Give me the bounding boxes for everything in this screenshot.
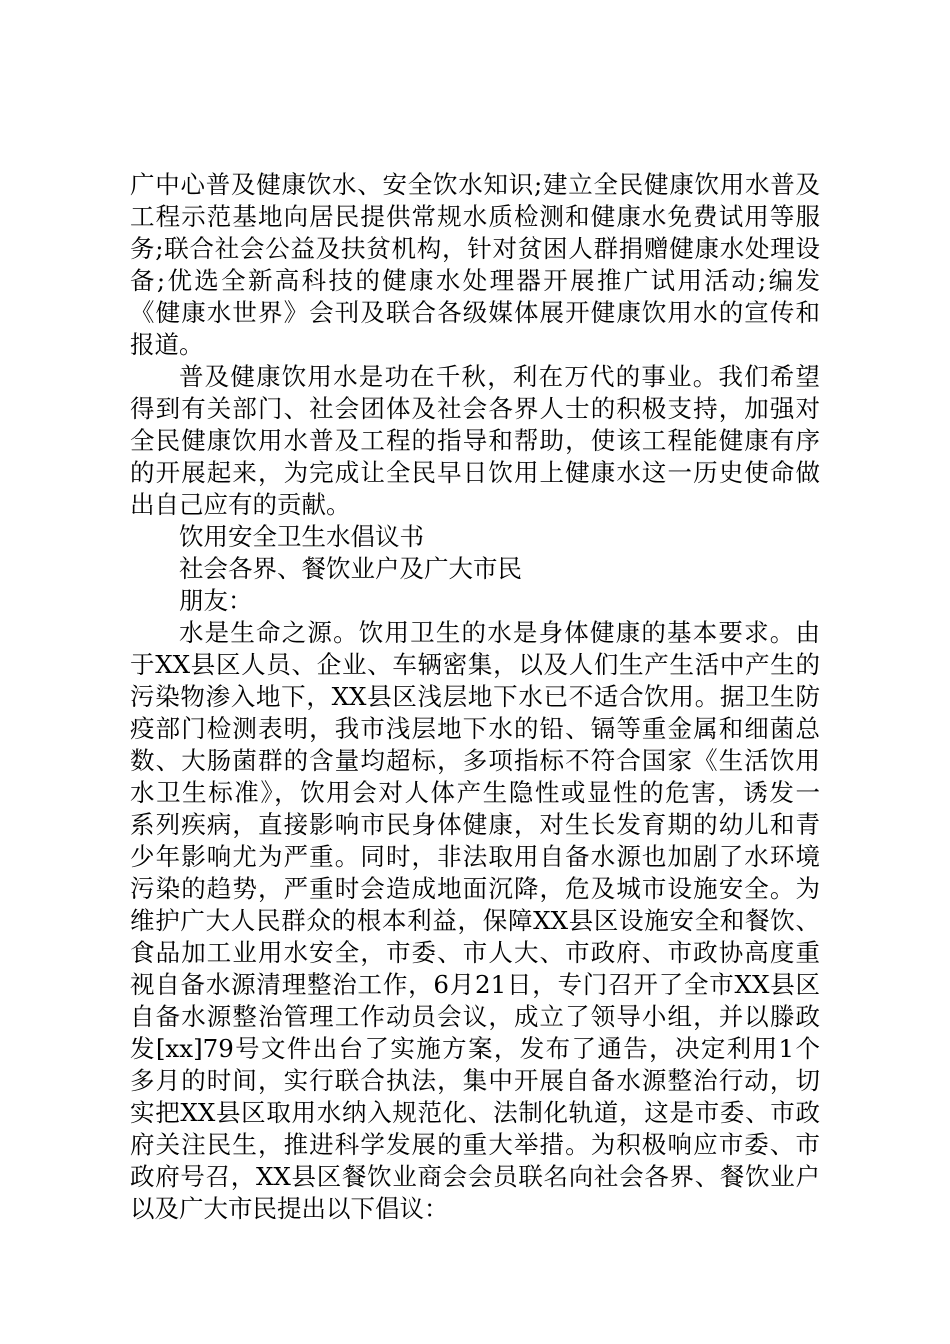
text-line: 水是生命之源。饮用卫生的水是身体健康的基本要求。由 (179, 618, 820, 647)
paragraph-p6 (130, 617, 820, 1225)
text-line: 多月的时间，实行联合执法，集中开展自备水源整治行动，切 (130, 1066, 820, 1095)
text-line: 污染的趋势，严重时会造成地面沉降，危及城市设施安全。为 (130, 874, 820, 903)
paragraph-p5 (130, 585, 820, 617)
text-line: 的开展起来，为完成让全民早日饮用上健康水这一历史使命做 (130, 458, 820, 487)
text-line: 得到有关部门、社会团体及社会各界人士的积极支持，加强对 (130, 394, 820, 423)
text-line: 数、大肠菌群的含量均超标，多项指标不符合国家《生活饮用 (130, 746, 820, 775)
text-line: 疫部门检测表明，我市浅层地下水的铅、镉等重金属和细菌总 (130, 714, 820, 743)
text-line: 备;优选全新高科技的健康水处理器开展推广试用活动;编发 (130, 266, 820, 295)
body-text (130, 169, 820, 1225)
text-line: 工程示范基地向居民提供常规水质检测和健康水免费试用等服 (130, 202, 820, 231)
paragraph-p1 (130, 169, 820, 361)
text-line: 普及健康饮用水是功在千秋，利在万代的事业。我们希望 (179, 362, 820, 391)
text-line: 污染物渗入地下，XX县区浅层地下水已不适合饮用。据卫生防 (130, 682, 820, 711)
text-line: 以及广大市民提出以下倡议： (130, 1194, 449, 1223)
text-line: 府关注民生，推进科学发展的重大举措。为积极响应市委、市 (130, 1130, 820, 1159)
text-line: 报道。 (130, 330, 204, 359)
text-line: 实把XX县区取用水纳入规范化、法制化轨道，这是市委、市政 (130, 1098, 820, 1127)
text-line: 于XX县区人员、企业、车辆密集，以及人们生产生活中产生的 (130, 650, 820, 679)
text-line: 《健康水世界》会刊及联合各级媒体展开健康饮用水的宣传和 (130, 298, 820, 327)
text-line: 广中心普及健康饮水、安全饮水知识;建立全民健康饮用水普及 (130, 170, 820, 199)
text-line: 出自己应有的贡献。 (130, 490, 351, 519)
paragraph-p3 (130, 521, 820, 553)
text-line: 朋友： (179, 586, 253, 615)
paragraph-p4 (130, 553, 820, 585)
text-line: 维护广大人民群众的根本利益，保障XX县区设施安全和餐饮、 (130, 906, 820, 935)
text-line: 食品加工业用水安全，市委、市人大、市政府、市政协高度重 (130, 938, 820, 967)
text-line: 少年影响尤为严重。同时，非法取用自备水源也加剧了水环境 (130, 842, 820, 871)
text-line: 全民健康饮用水普及工程的指导和帮助，使该工程能健康有序 (130, 426, 820, 455)
text-line: 发[xx]79号文件出台了实施方案，发布了通告，决定利用1个 (130, 1034, 820, 1063)
text-line: 务;联合社会公益及扶贫机构，针对贫困人群捐赠健康水处理设 (130, 234, 820, 263)
text-line: 饮用安全卫生水倡议书 (179, 522, 424, 551)
text-line: 政府号召，XX县区餐饮业商会会员联名向社会各界、餐饮业户 (130, 1162, 820, 1191)
text-line: 水卫生标准》，饮用会对人体产生隐性或显性的危害，诱发一 (130, 778, 820, 807)
text-line: 社会各界、餐饮业户及广大市民 (179, 554, 522, 583)
text-line: 系列疾病，直接影响市民身体健康，对生长发育期的幼儿和青 (130, 810, 820, 839)
paragraph-p2 (130, 361, 820, 521)
text-line: 视自备水源清理整治工作，6月21日，专门召开了全市XX县区 (130, 970, 820, 999)
text-line: 自备水源整治管理工作动员会议，成立了领导小组，并以滕政 (130, 1002, 820, 1031)
